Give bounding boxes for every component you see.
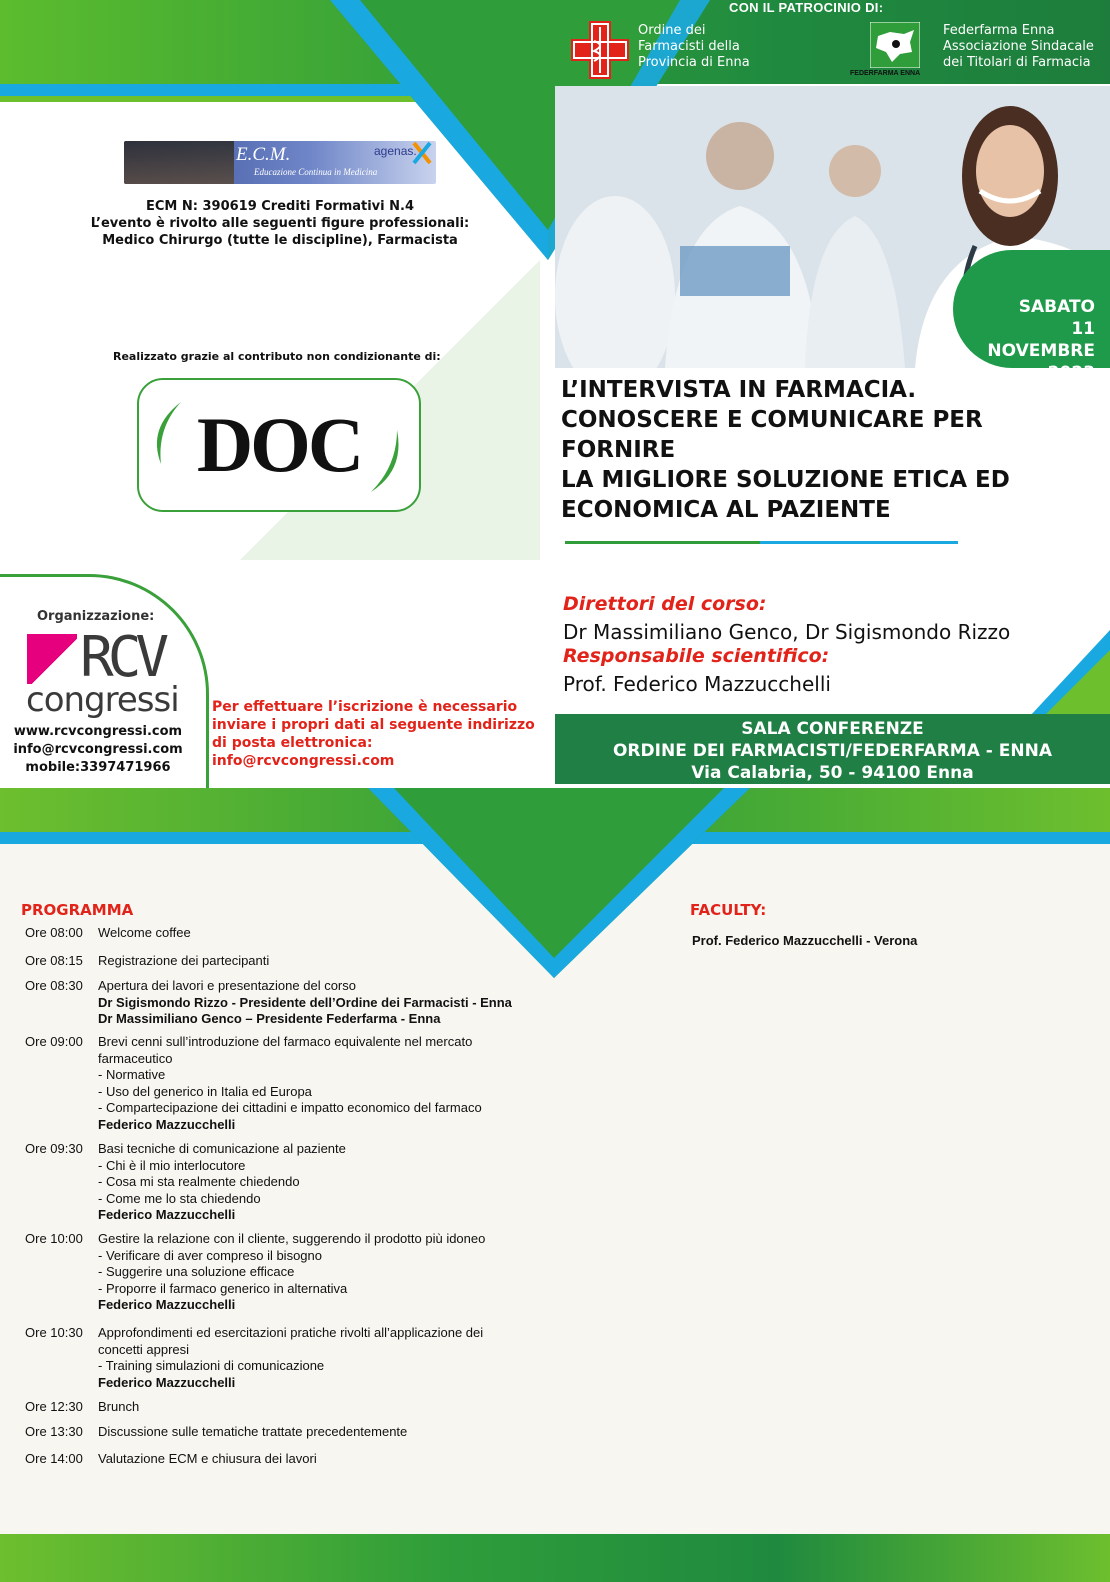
program-description bbox=[98, 1034, 548, 1133]
venue-line: SALA CONFERENZE bbox=[741, 719, 924, 739]
organization-contacts bbox=[8, 723, 188, 777]
sponsor-caption: Realizzato grazie al contributo non condizionante di: bbox=[113, 350, 441, 363]
program-line: - Compartecipazione dei cittadini e impatto economico del farmaco bbox=[98, 1100, 482, 1115]
program-line: farmaceutico bbox=[98, 1050, 173, 1066]
ecm-line: L’evento è rivolto alle seguenti figure professionali: bbox=[90, 216, 470, 231]
doc-logo-text: DOC bbox=[196, 401, 362, 488]
ecm-line: ECM N: 390619 Crediti Formativi N.4 bbox=[145, 199, 415, 214]
program-time: Ore 08:30 bbox=[25, 978, 83, 993]
program-line: Welcome coffee bbox=[98, 925, 191, 940]
program-line: Brunch bbox=[98, 1399, 140, 1414]
program-description bbox=[98, 1325, 548, 1391]
program-line: Brevi cenni sull’introduzione del farmaco equivalente nel mercato bbox=[98, 1034, 473, 1049]
program-speaker: Federico Mazzucchelli bbox=[98, 1116, 236, 1132]
directors-names: Dr Massimiliano Genco, Dr Sigismondo Rizzo bbox=[563, 620, 1011, 644]
venue-line: ORDINE DEI FARMACISTI/FEDERFARMA - ENNA bbox=[612, 741, 1052, 761]
registration-line: di posta elettronica: bbox=[212, 735, 373, 751]
program-description bbox=[98, 925, 548, 942]
ecm-banner bbox=[124, 141, 436, 184]
organization-label: Organizzazione: bbox=[37, 609, 155, 624]
title-line: CONOSCERE E COMUNICARE PER FORNIRE bbox=[561, 407, 983, 463]
program-description bbox=[98, 1141, 548, 1224]
program-time: Ore 09:30 bbox=[25, 1141, 83, 1156]
program-line: - Suggerire una soluzione efficace bbox=[98, 1264, 295, 1279]
venue-line: Via Calabria, 50 - 94100 Enna bbox=[691, 763, 974, 783]
program-line: Registrazione dei partecipanti bbox=[98, 953, 270, 968]
program-time: Ore 09:00 bbox=[25, 1034, 83, 1049]
registration-line: Per effettuare l’iscrizione è necessario bbox=[212, 699, 518, 715]
program-title: PROGRAMMA bbox=[21, 901, 134, 919]
faculty-title: FACULTY: bbox=[690, 901, 767, 919]
federfarma-line: dei Titolari di Farmacia bbox=[943, 55, 1091, 70]
ordine-line: Ordine dei bbox=[638, 23, 706, 38]
federfarma-caption: FEDERFARMA ENNA bbox=[850, 70, 921, 77]
event-title bbox=[561, 375, 1101, 525]
program-speaker: Federico Mazzucchelli bbox=[98, 1297, 236, 1312]
program-time: Ore 12:30 bbox=[25, 1399, 83, 1414]
scientific-name: Prof. Federico Mazzucchelli bbox=[563, 672, 831, 696]
federfarma-text bbox=[943, 23, 1094, 71]
ordine-line: Provincia di Enna bbox=[638, 55, 750, 70]
date-day: SABATO bbox=[1018, 297, 1095, 317]
patronage-title: CON IL PATROCINIO DI: bbox=[729, 0, 884, 15]
divider-green bbox=[565, 541, 760, 544]
program-line: - Come me lo sta chiedendo bbox=[98, 1190, 261, 1206]
doc-logo bbox=[137, 378, 421, 512]
program-description bbox=[98, 953, 548, 970]
program-line: - Verificare di aver compreso il bisogno bbox=[98, 1247, 322, 1263]
date-date: 11 NOVEMBRE bbox=[987, 319, 1095, 361]
title-line: LA MIGLIORE SOLUZIONE ETICA ED bbox=[561, 467, 1010, 493]
registration-email[interactable]: info@rcvcongressi.com bbox=[212, 753, 395, 769]
program-time: Ore 08:15 bbox=[25, 953, 83, 968]
program-speaker: Federico Mazzucchelli bbox=[98, 1207, 236, 1222]
program-description bbox=[98, 1424, 548, 1441]
federfarma-line: Associazione Sindacale bbox=[943, 39, 1094, 54]
venue-info bbox=[555, 718, 1110, 784]
organization-mobile: mobile:3397471966 bbox=[25, 760, 171, 775]
ecm-banner-title: E.C.M. bbox=[236, 144, 291, 165]
program-speaker: Dr Sigismondo Rizzo - Presidente dell’Ordine dei Farmacisti - Enna bbox=[98, 994, 512, 1010]
directors-label: Direttori del corso: bbox=[563, 593, 767, 615]
program-line: concetti appresi bbox=[98, 1341, 190, 1357]
ordine-text bbox=[638, 23, 750, 71]
organization-website[interactable]: www.rcvcongressi.com bbox=[13, 724, 183, 739]
federfarma-logo-icon bbox=[870, 22, 920, 68]
agenas-x-icon bbox=[411, 141, 433, 165]
program-line: Apertura dei lavori e presentazione del corso bbox=[98, 978, 356, 993]
venue-corner-decoration bbox=[1030, 630, 1110, 716]
agenas-brand: agenas. bbox=[374, 144, 417, 158]
program-line: - Cosa mi sta realmente chiedendo bbox=[98, 1174, 300, 1189]
ecm-banner-image bbox=[124, 141, 234, 184]
program-description bbox=[98, 1231, 548, 1314]
title-line: L’INTERVISTA IN FARMACIA. bbox=[561, 377, 917, 403]
program-line: Approfondimenti ed esercitazioni pratiche rivolti all’applicazione dei bbox=[98, 1325, 484, 1340]
scientific-label: Responsabile scientifico: bbox=[563, 645, 830, 667]
program-line: Discussione sulle tematiche trattate precedentemente bbox=[98, 1424, 408, 1439]
program-time: Ore 13:30 bbox=[25, 1424, 83, 1439]
program-speaker: Federico Mazzucchelli bbox=[98, 1374, 236, 1390]
program-time: Ore 10:00 bbox=[25, 1231, 83, 1246]
program-description bbox=[98, 1399, 548, 1416]
program-time: Ore 08:00 bbox=[25, 925, 83, 940]
rcv-logo-mark-icon bbox=[27, 634, 77, 684]
pharmacist-cross-icon bbox=[571, 21, 629, 79]
ecm-line: Medico Chirurgo (tutte le discipline), Farmacista bbox=[102, 233, 458, 248]
title-line: ECONOMICA AL PAZIENTE bbox=[561, 497, 891, 523]
program-line: - Proporre il farmaco generico in alternativa bbox=[98, 1280, 348, 1296]
date-year: 2023 bbox=[1047, 363, 1095, 383]
divider-blue bbox=[760, 541, 958, 544]
registration-info bbox=[212, 698, 552, 770]
rcv-logo-subtext: congressi bbox=[26, 680, 179, 720]
ecm-banner-subtitle: Educazione Continua in Medicina bbox=[254, 167, 378, 177]
ecm-info bbox=[60, 198, 500, 249]
program-description bbox=[98, 1451, 548, 1468]
registration-line: inviare i propri dati al seguente indirizzo bbox=[212, 717, 535, 733]
faculty-member: Prof. Federico Mazzucchelli - Verona bbox=[692, 933, 918, 948]
program-line: - Training simulazioni di comunicazione bbox=[98, 1358, 325, 1373]
program-line: Basi tecniche di comunicazione al paziente bbox=[98, 1141, 346, 1156]
event-date bbox=[965, 296, 1095, 384]
program-line: - Uso del generico in Italia ed Europa bbox=[98, 1083, 312, 1099]
federfarma-line: Federfarma Enna bbox=[943, 23, 1055, 38]
program-line: Valutazione ECM e chiusura dei lavori bbox=[98, 1451, 317, 1466]
program-line: - Normative bbox=[98, 1067, 166, 1082]
rcv-logo-text: RCV bbox=[80, 625, 164, 690]
program-speaker: Dr Massimiliano Genco – Presidente Federfarma - Enna bbox=[98, 1011, 441, 1026]
organization-email[interactable]: info@rcvcongressi.com bbox=[13, 742, 183, 757]
bottom-band bbox=[0, 1534, 1110, 1582]
program-line: - Chi è il mio interlocutore bbox=[98, 1157, 246, 1173]
program-time: Ore 14:00 bbox=[25, 1451, 83, 1466]
program-line: Gestire la relazione con il cliente, suggerendo il prodotto più idoneo bbox=[98, 1231, 486, 1246]
program-description bbox=[98, 978, 548, 1028]
ordine-line: Farmacisti della bbox=[638, 39, 740, 54]
program-time: Ore 10:30 bbox=[25, 1325, 83, 1340]
